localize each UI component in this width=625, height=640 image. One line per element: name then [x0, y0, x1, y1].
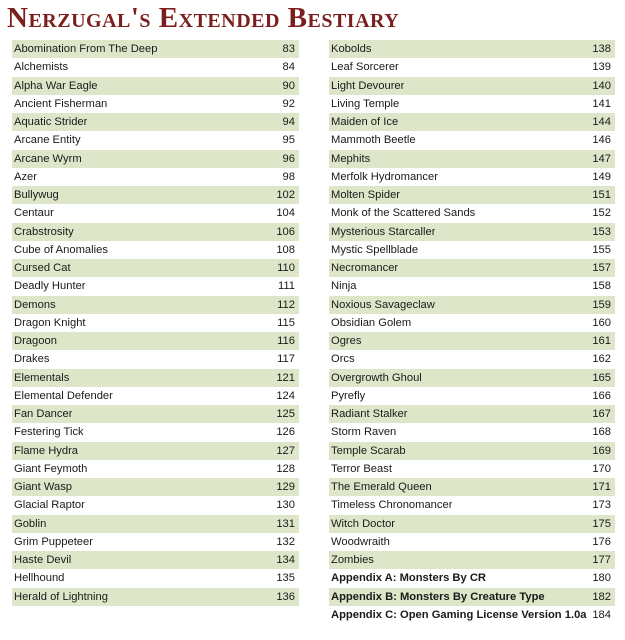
toc-entry-page-number: 128 [276, 462, 295, 475]
toc-entry-page-number: 132 [276, 535, 295, 548]
toc-entry-title: Crabstrosity [14, 225, 74, 238]
toc-entry-page-number: 127 [276, 444, 295, 457]
toc-appendix-entry[interactable] [329, 606, 615, 624]
toc-entry-page-number: 152 [592, 207, 611, 220]
toc-entry-title: Bullywug [14, 189, 59, 201]
toc-appendix-entry[interactable] [329, 569, 615, 587]
toc-entry-title: Ninja [331, 280, 357, 293]
toc-entry-title: Mysterious Starcaller [331, 225, 436, 238]
toc-entry-title: Appendix A: Monsters By CR [331, 572, 486, 585]
toc-entry[interactable] [12, 204, 299, 222]
toc-entry-title: Overgrowth Ghoul [331, 371, 422, 384]
toc-entry-title: Abomination From The Deep [14, 43, 158, 55]
toc-entry[interactable] [329, 58, 615, 76]
toc-entry-page-number: 140 [592, 79, 611, 92]
toc-entry-title: Drakes [14, 353, 50, 366]
toc-entry-title: Pyrefly [331, 389, 366, 402]
toc-entry-title: Aquatic Strider [14, 116, 88, 128]
toc-entry-page-number: 171 [592, 481, 611, 493]
toc-entry[interactable] [12, 588, 299, 606]
toc-entry-page-number: 177 [592, 554, 611, 566]
toc-entry-page-number: 95 [282, 134, 295, 147]
toc-entry[interactable] [329, 423, 615, 441]
toc-entry[interactable] [329, 405, 615, 423]
toc-entry-page-number: 153 [592, 225, 611, 238]
toc-entry-page-number: 121 [276, 371, 295, 384]
toc-entry-page-number: 94 [282, 116, 295, 128]
toc-entry[interactable] [329, 551, 615, 569]
toc-entry-title: Living Temple [331, 97, 400, 110]
toc-entry-title: Witch Doctor [331, 517, 396, 530]
toc-entry[interactable] [12, 296, 299, 314]
toc-appendix-entry[interactable] [329, 588, 615, 606]
toc-entry-title: Terror Beast [331, 462, 392, 475]
toc-entry-page-number: 108 [276, 243, 295, 256]
toc-entry-title: Woodwraith [331, 535, 390, 548]
toc-entry-title: Obsidian Golem [331, 316, 412, 329]
toc-entry-page-number: 116 [277, 335, 295, 347]
toc-entry[interactable] [12, 387, 299, 405]
toc-entry-page-number: 126 [276, 426, 295, 439]
toc-entry-title: Flame Hydra [14, 444, 79, 457]
toc-entry-title: Alpha War Eagle [14, 79, 98, 92]
toc-entry[interactable] [12, 332, 299, 350]
toc-entry[interactable] [329, 186, 615, 204]
toc-entry[interactable] [329, 460, 615, 478]
toc-entry-page-number: 129 [276, 481, 295, 493]
toc-entry-page-number: 125 [276, 408, 295, 420]
toc-left-column [12, 40, 299, 606]
toc-entry-title: Mephits [331, 152, 371, 165]
toc-entry-title: Noxious Savageclaw [331, 298, 435, 311]
toc-entry-page-number: 136 [276, 590, 295, 603]
toc-entry-page-number: 83 [282, 43, 295, 55]
toc-entry[interactable] [12, 223, 299, 241]
toc-entry-page-number: 117 [277, 353, 295, 366]
toc-entry-title: Arcane Wyrm [14, 152, 82, 165]
toc-entry-title: Elemental Defender [14, 389, 113, 402]
toc-entry[interactable] [12, 405, 299, 423]
toc-entry-title: Giant Wasp [14, 481, 73, 493]
toc-entry-title: Dragon Knight [14, 316, 86, 329]
toc-entry[interactable] [329, 131, 615, 149]
toc-entry-page-number: 155 [592, 243, 611, 256]
toc-entry[interactable] [12, 423, 299, 441]
toc-entry-title: Goblin [14, 517, 47, 530]
toc-entry-title: Grim Puppeteer [14, 535, 93, 548]
toc-entry[interactable] [329, 296, 615, 314]
toc-entry-title: Orcs [331, 353, 355, 366]
toc-entry[interactable] [329, 332, 615, 350]
toc-entry[interactable] [12, 314, 299, 332]
toc-entry-title: Hellhound [14, 572, 65, 585]
toc-entry-page-number: 138 [592, 43, 611, 55]
toc-entry-page-number: 167 [592, 408, 611, 420]
toc-entry[interactable] [329, 223, 615, 241]
toc-entry-page-number: 166 [592, 389, 611, 402]
toc-entry-title: Alchemists [14, 61, 69, 74]
toc-entry-page-number: 149 [592, 170, 611, 183]
toc-entry[interactable] [329, 204, 615, 222]
toc-entry-title: Centaur [14, 207, 54, 220]
toc-entry-title: Herald of Lightning [14, 590, 108, 603]
toc-entry-page-number: 169 [592, 444, 611, 457]
toc-entry-title: Light Devourer [331, 79, 405, 92]
toc-entry[interactable] [329, 496, 615, 514]
toc-entry[interactable] [12, 58, 299, 76]
toc-entry[interactable] [12, 150, 299, 168]
toc-entry-page-number: 165 [592, 371, 611, 384]
toc-entry[interactable] [12, 515, 299, 533]
toc-entry-title: Fan Dancer [14, 408, 73, 420]
toc-entry-page-number: 160 [592, 316, 611, 329]
toc-entry-page-number: 161 [592, 335, 611, 347]
toc-entry-title: Cursed Cat [14, 262, 71, 274]
toc-entry[interactable] [329, 259, 615, 277]
toc-entry-page-number: 173 [592, 499, 611, 512]
toc-entry[interactable] [12, 113, 299, 131]
toc-entry-page-number: 111 [277, 280, 295, 293]
toc-entry[interactable] [12, 460, 299, 478]
toc-entry-page-number: 139 [592, 61, 611, 74]
toc-entry-page-number: 104 [276, 207, 295, 220]
toc-entry[interactable] [12, 40, 299, 58]
toc-entry-title: Arcane Entity [14, 134, 81, 147]
toc-entry[interactable] [329, 95, 615, 113]
toc-entry[interactable] [329, 77, 615, 95]
toc-entry-page-number: 135 [276, 572, 295, 585]
toc-entry-title: Giant Feymoth [14, 462, 88, 475]
toc-entry-title: Storm Raven [331, 426, 397, 439]
toc-entry-title: Maiden of Ice [331, 116, 399, 128]
toc-entry[interactable] [12, 259, 299, 277]
toc-entry[interactable] [329, 515, 615, 533]
toc-entry-page-number: 96 [282, 152, 295, 165]
toc-entry[interactable] [12, 569, 299, 587]
toc-entry-title: Leaf Sorcerer [331, 61, 399, 74]
page-title: Nerzugal's Extended Bestiary [7, 2, 400, 34]
toc-entry-page-number: 180 [592, 572, 611, 585]
toc-entry-title: Zombies [331, 554, 374, 566]
toc-entry-title: Merfolk Hydromancer [331, 170, 438, 183]
toc-entry[interactable] [12, 369, 299, 387]
toc-entry[interactable] [12, 533, 299, 551]
toc-entry-page-number: 175 [592, 517, 611, 530]
toc-entry-page-number: 146 [592, 134, 611, 147]
toc-entry-page-number: 90 [282, 79, 295, 92]
toc-entry-title: Deadly Hunter [14, 280, 86, 293]
toc-entry[interactable] [329, 277, 615, 295]
toc-entry-page-number: 176 [592, 535, 611, 548]
toc-entry-title: Temple Scarab [331, 444, 406, 457]
toc-entry-title: The Emerald Queen [331, 481, 432, 493]
toc-entry-page-number: 147 [592, 152, 611, 165]
toc-entry-page-number: 84 [282, 61, 295, 74]
toc-entry-title: Ancient Fisherman [14, 97, 108, 110]
toc-entry-page-number: 98 [282, 170, 295, 183]
toc-entry[interactable] [329, 113, 615, 131]
toc-entry-page-number: 157 [592, 262, 611, 274]
toc-entry[interactable] [329, 314, 615, 332]
toc-entry-title: Appendix C: Open Gaming License Version 1.0a [331, 608, 587, 621]
toc-entry[interactable] [12, 442, 299, 460]
toc-entry-title: Mystic Spellblade [331, 243, 419, 256]
toc-entry-page-number: 159 [592, 298, 611, 311]
toc-entry-page-number: 131 [276, 517, 295, 530]
toc-entry-page-number: 110 [277, 262, 295, 274]
toc-entry[interactable] [12, 95, 299, 113]
toc-entry[interactable] [329, 478, 615, 496]
toc-entry-page-number: 182 [592, 590, 611, 603]
toc-entry-page-number: 102 [276, 189, 295, 201]
toc-entry-title: Monk of the Scattered Sands [331, 207, 476, 220]
toc-entry-title: Cube of Anomalies [14, 243, 108, 256]
toc-entry-title: Azer [14, 170, 38, 183]
toc-entry[interactable] [12, 241, 299, 259]
toc-right-column [329, 40, 615, 624]
toc-entry[interactable] [329, 350, 615, 368]
toc-entry-page-number: 134 [276, 554, 295, 566]
toc-entry-page-number: 112 [277, 298, 295, 311]
toc-entry[interactable] [12, 168, 299, 186]
toc-entry-page-number: 124 [276, 389, 295, 402]
toc-entry[interactable] [329, 369, 615, 387]
toc-entry-page-number: 115 [277, 316, 295, 329]
toc-entry-title: Demons [14, 298, 56, 311]
toc-entry-page-number: 151 [592, 189, 611, 201]
toc-entry-title: Glacial Raptor [14, 499, 85, 512]
toc-entry[interactable] [329, 533, 615, 551]
toc-entry-page-number: 158 [592, 280, 611, 293]
toc-entry[interactable] [329, 387, 615, 405]
toc-entry[interactable] [12, 131, 299, 149]
toc-entry[interactable] [329, 40, 615, 58]
toc-entry-title: Appendix B: Monsters By Creature Type [331, 590, 545, 603]
toc-entry-page-number: 141 [592, 97, 611, 110]
toc-entry-title: Haste Devil [14, 554, 72, 566]
toc-entry[interactable] [12, 277, 299, 295]
toc-entry-title: Festering Tick [14, 426, 84, 439]
toc-entry-page-number: 170 [592, 462, 611, 475]
toc-entry-title: Mammoth Beetle [331, 134, 416, 147]
toc-entry-title: Necromancer [331, 262, 399, 274]
toc-entry-title: Elementals [14, 371, 70, 384]
toc-entry-title: Ogres [331, 335, 362, 347]
toc-entry-page-number: 130 [276, 499, 295, 512]
toc-entry-title: Kobolds [331, 43, 372, 55]
toc-entry[interactable] [329, 442, 615, 460]
toc-entry-page-number: 168 [592, 426, 611, 439]
toc-entry-title: Radiant Stalker [331, 408, 408, 420]
toc-entry[interactable] [12, 77, 299, 95]
toc-entry[interactable] [329, 241, 615, 259]
toc-entry-title: Dragoon [14, 335, 57, 347]
toc-entry[interactable] [12, 478, 299, 496]
toc-entry-page-number: 184 [592, 608, 611, 621]
toc-entry[interactable] [329, 168, 615, 186]
toc-entry-title: Timeless Chronomancer [331, 499, 453, 512]
toc-entry[interactable] [12, 186, 299, 204]
toc-entry[interactable] [329, 150, 615, 168]
toc-entry-title: Molten Spider [331, 189, 401, 201]
toc-entry-page-number: 162 [592, 353, 611, 366]
toc-entry-page-number: 106 [276, 225, 295, 238]
toc-entry[interactable] [12, 551, 299, 569]
toc-entry-page-number: 144 [592, 116, 611, 128]
toc-entry[interactable] [12, 350, 299, 368]
toc-entry[interactable] [12, 496, 299, 514]
toc-entry-page-number: 92 [282, 97, 295, 110]
